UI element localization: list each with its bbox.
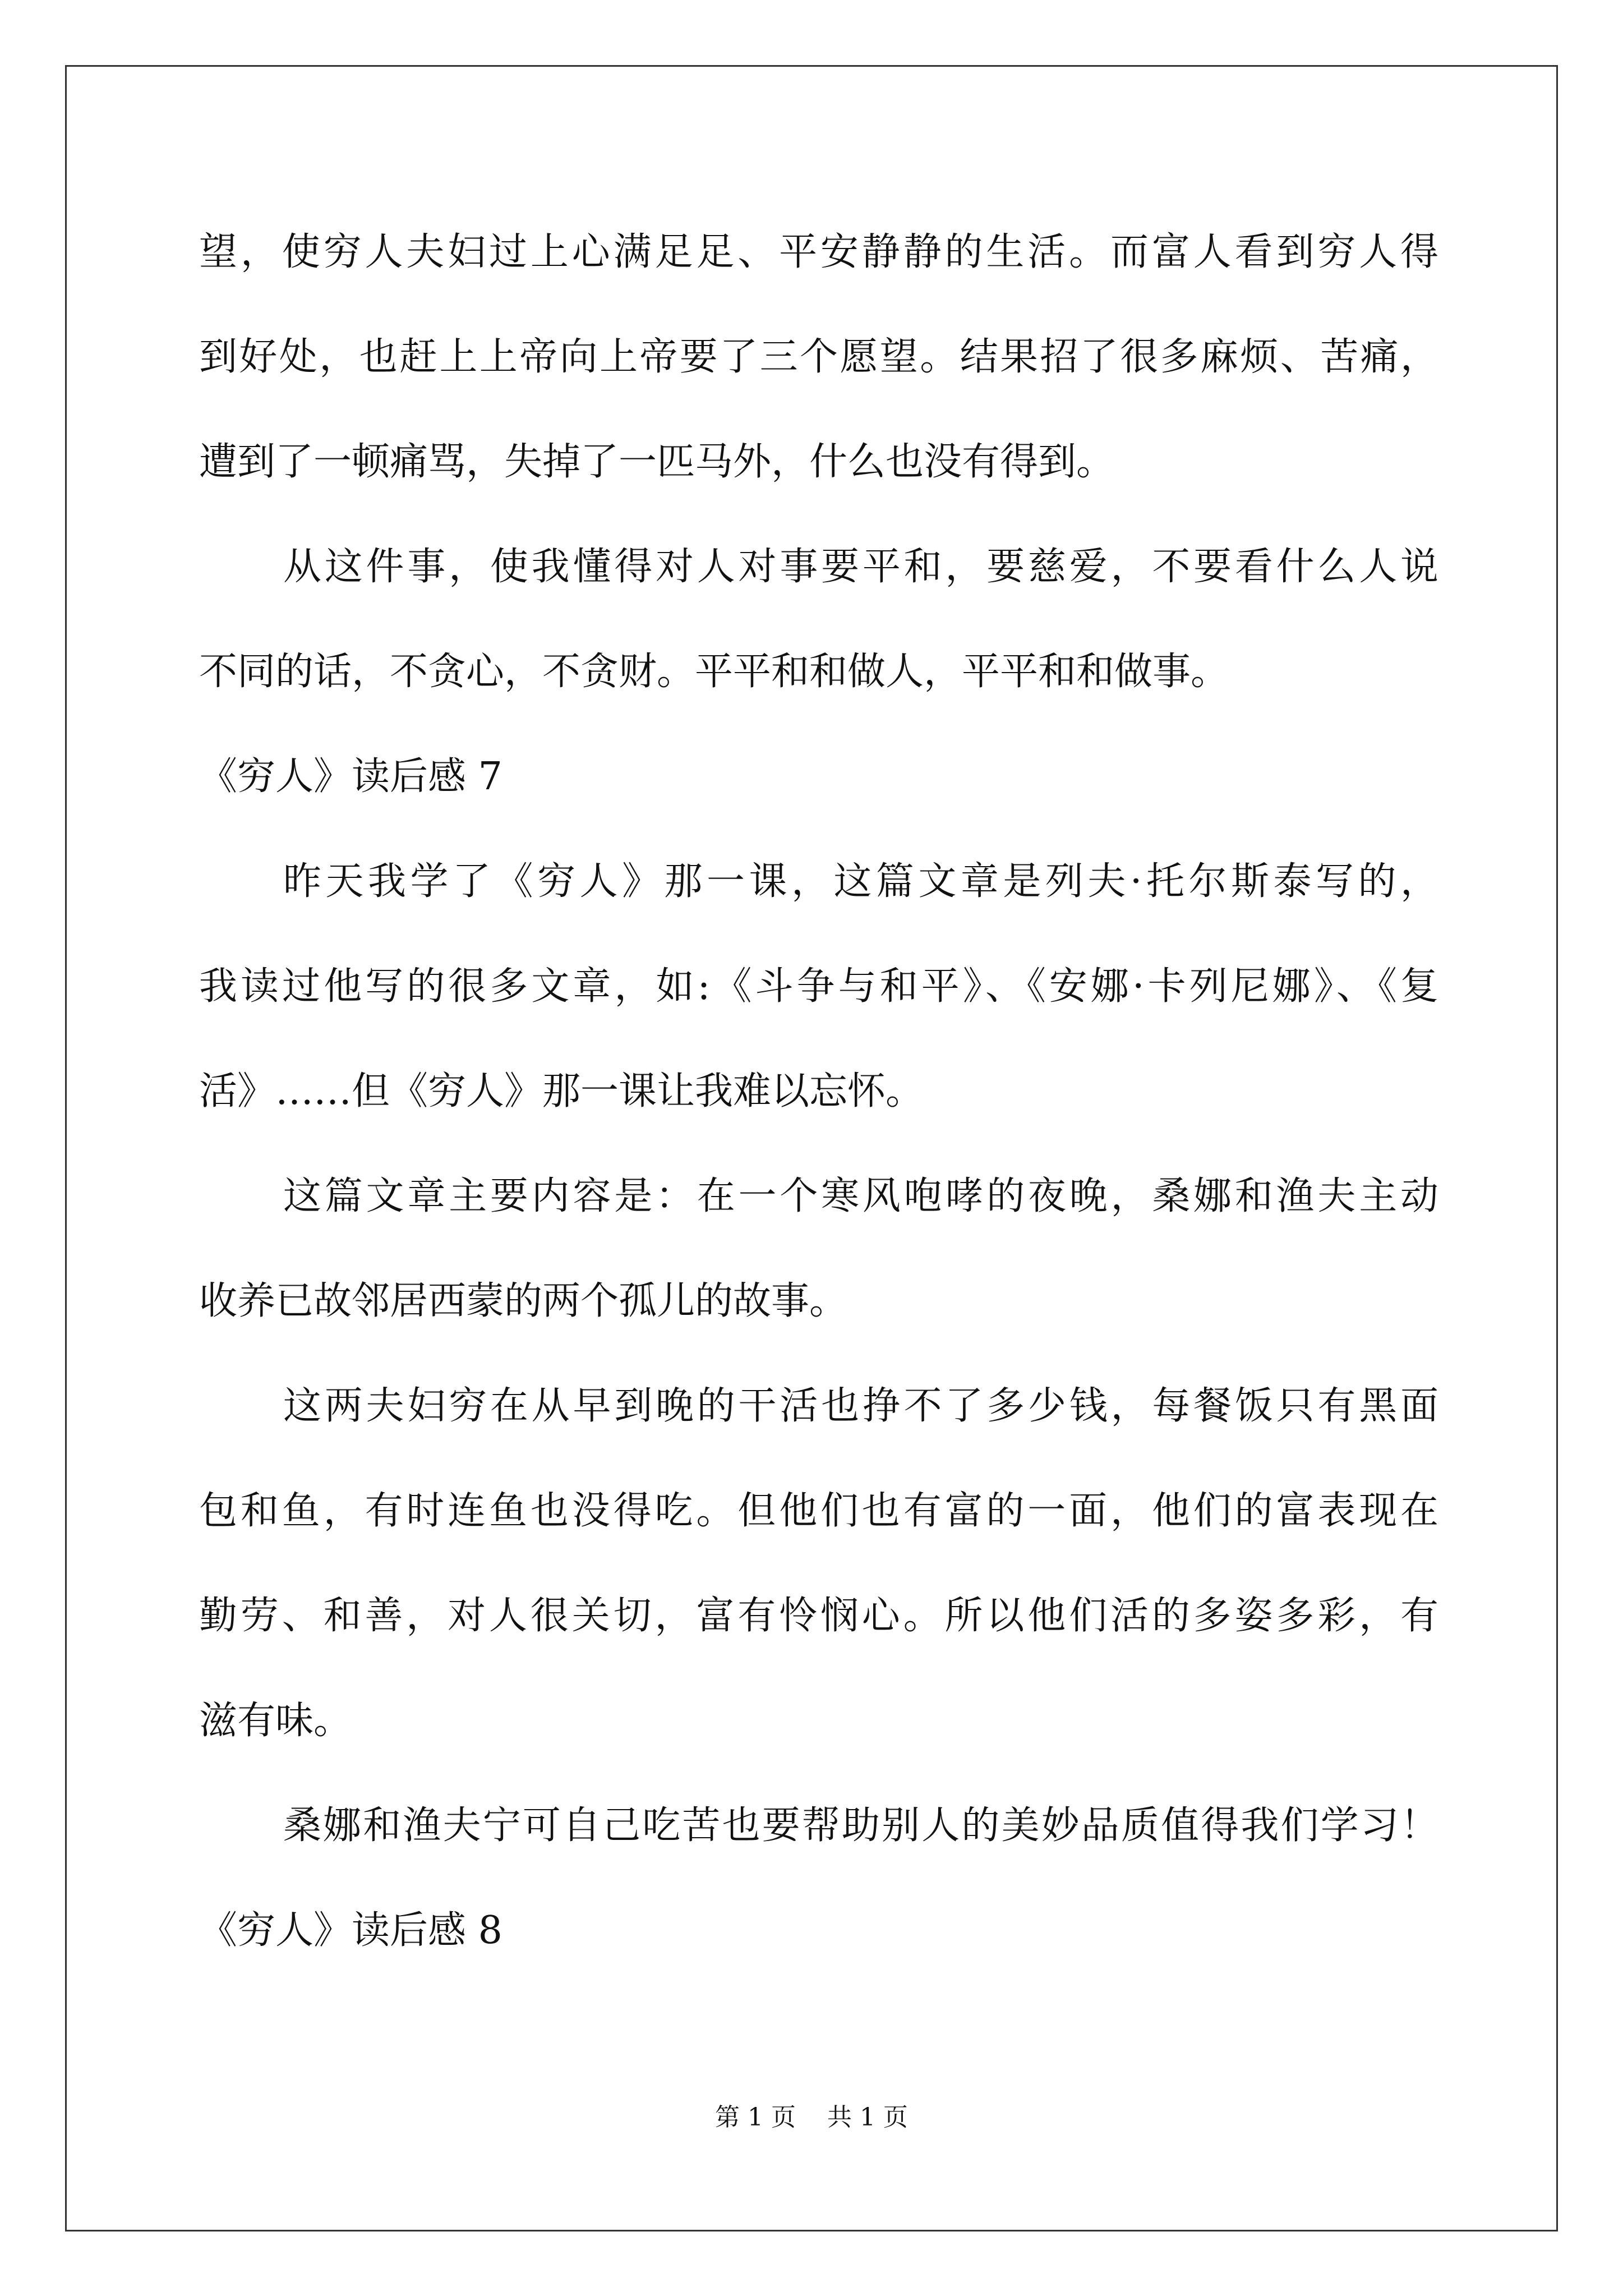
text-line: 桑娜和渔夫宁可自己吃苦也要帮助别人的美妙品质值得我们学习！	[283, 1803, 1438, 1848]
document-body	[199, 213, 1438, 1996]
paragraph	[199, 528, 1438, 738]
text-line: 不同的话，不贪心，不贪财。平平和和做人，平平和和做事。	[199, 650, 1229, 694]
text-line: 昨天我学了《穷人》那一课，这篇文章是列夫·托尔斯泰写的，	[283, 859, 1438, 904]
section-heading	[199, 1892, 1438, 1996]
paragraph	[199, 843, 1438, 1157]
text-line: 活》……但《穷人》那一课让我难以忘怀。	[199, 1069, 924, 1114]
heading-text: 《穷人》读后感 8	[199, 1908, 502, 1953]
section-heading	[199, 738, 1438, 843]
text-line: 滋有味。	[199, 1699, 352, 1743]
text-line: 这两夫妇穷在从早到晚的干活也挣不了多少钱，每餐饭只有黑面	[283, 1384, 1438, 1428]
heading-text: 《穷人》读后感 7	[199, 754, 502, 799]
text-line: 勤劳、和善，对人很关切，富有怜悯心。所以他们活的多姿多彩，有	[199, 1594, 1438, 1638]
paragraph	[199, 1367, 1438, 1787]
paragraph	[199, 1787, 1438, 1892]
text-line: 我读过他写的很多文章，如:《斗争与和平》、《安娜·卡列尼娜》、《复	[199, 964, 1438, 1009]
paragraph	[199, 213, 1438, 528]
page-number-footer: 第 1 页 共 1 页	[715, 2103, 908, 2132]
paragraph	[199, 1157, 1438, 1367]
text-line: 遭到了一顿痛骂，失掉了一匹马外，什么也没有得到。	[199, 440, 1115, 484]
text-line: 包和鱼，有时连鱼也没得吃。但他们也有富的一面，他们的富表现在	[199, 1489, 1438, 1533]
text-line: 从这件事，使我懂得对人对事要平和，要慈爱，不要看什么人说	[283, 545, 1438, 589]
text-line: 望，使穷人夫妇过上心满足足、平安静静的生活。而富人看到穷人得	[199, 230, 1438, 274]
text-line: 到好处，也赶上上帝向上帝要了三个愿望。结果招了很多麻烦、苦痛，	[199, 335, 1438, 379]
text-line: 收养已故邻居西蒙的两个孤儿的故事。	[199, 1279, 848, 1323]
text-line: 这篇文章主要内容是：在一个寒风咆哮的夜晚，桑娜和渔夫主动	[283, 1174, 1438, 1218]
